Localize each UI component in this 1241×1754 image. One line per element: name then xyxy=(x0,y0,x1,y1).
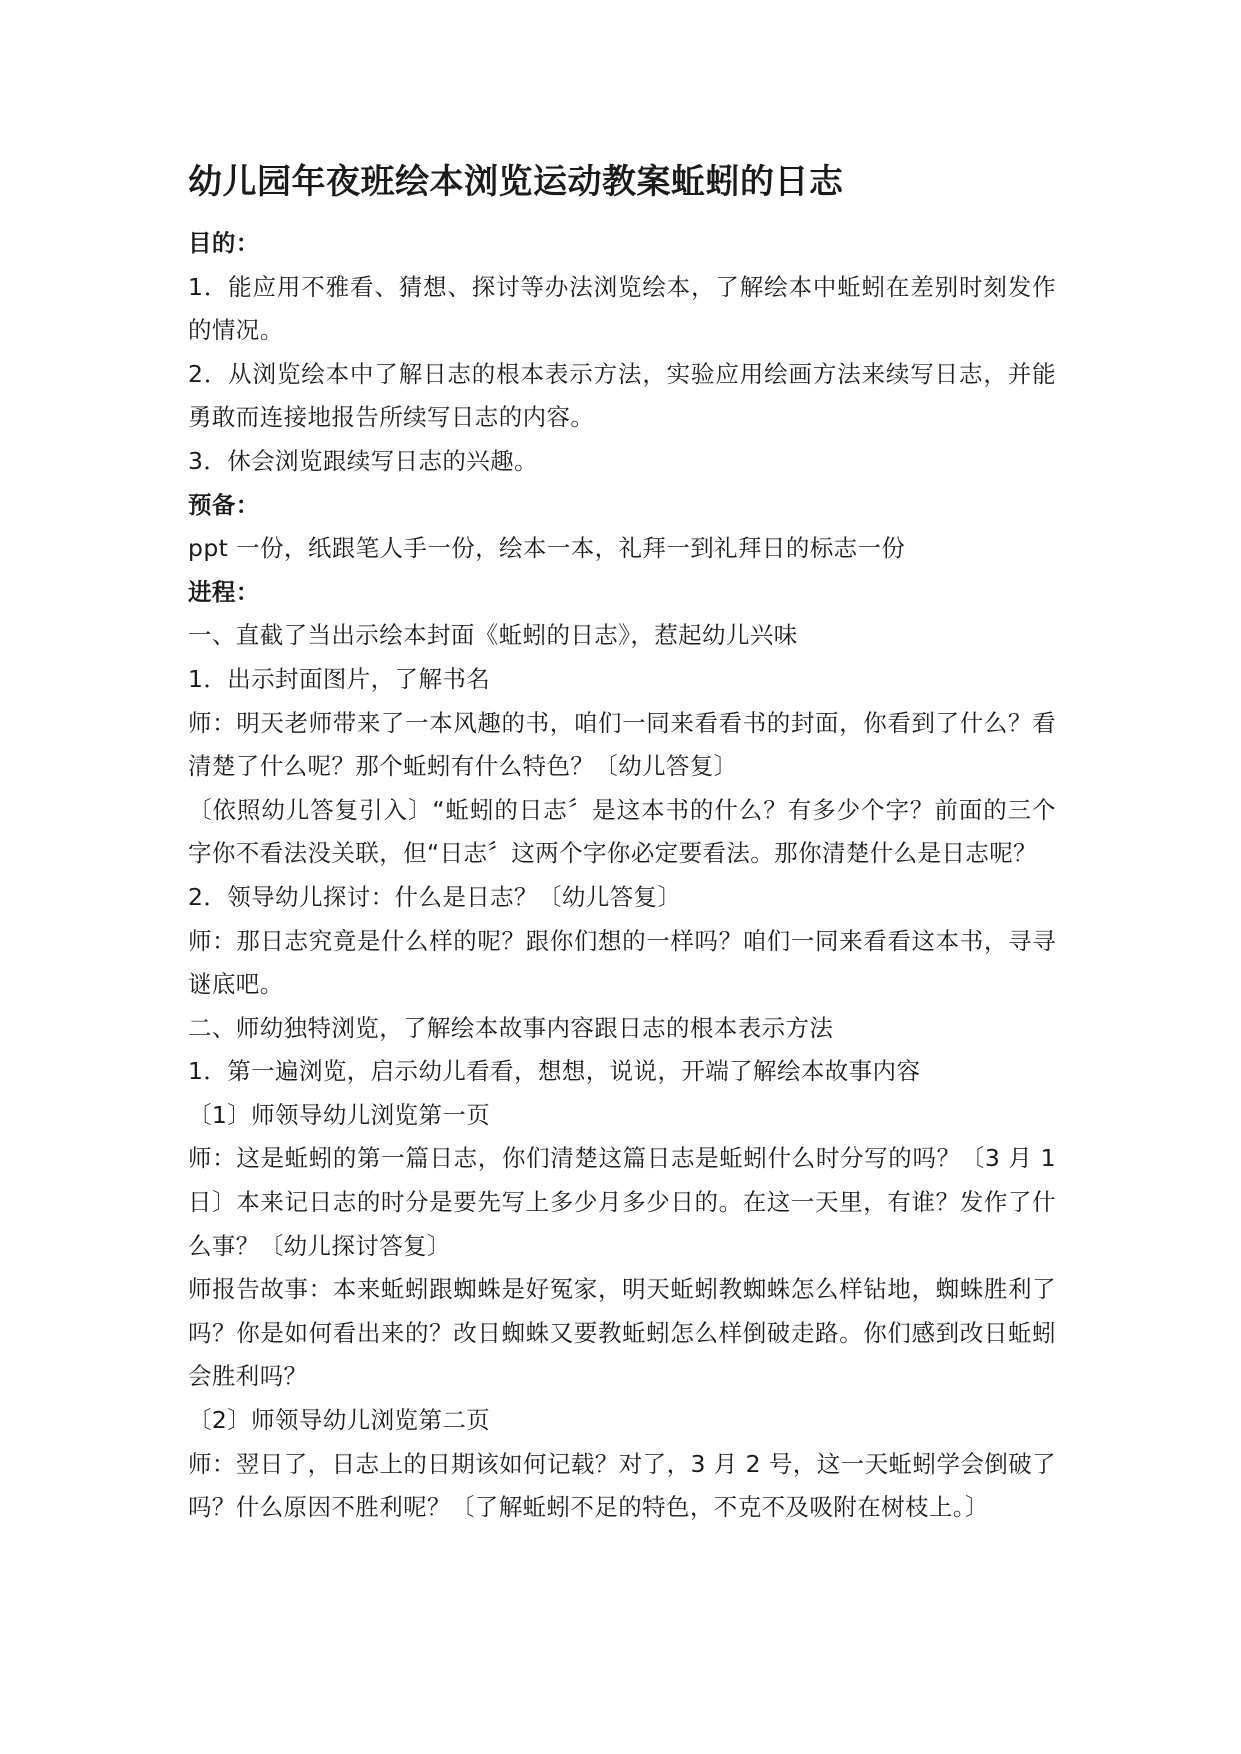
paragraph-teacher-question-3: 师：这是蚯蚓的第一篇日志，你们清楚这篇日志是蚯蚓什么时分写的吗？〔3 月 1 日〕本来记日志的时分是要先写上多少月多少日的。在这一天里，有谁？发作了什么事？〔幼儿探讨答复〕 xyxy=(188,1144,1056,1260)
paragraph-teacher-question-4: 师：翌日了，日志上的日期该如何记载？对了，3 月 2 号，这一天蚯蚓学会倒破了吗？什么原因不胜利呢？〔了解蚯蚓不足的特色，不克不及吸附在树枝上。〕 xyxy=(188,1449,1056,1522)
paragraph-step-1-1: 1．出示封面图片，了解书名 xyxy=(188,664,491,693)
document-page xyxy=(188,158,1056,1530)
paragraph-page-1: 〔1〕师领导幼儿浏览第一页 xyxy=(188,1100,491,1129)
section-heading-goals: 目的： xyxy=(188,229,260,257)
paragraph-page-2: 〔2〕师领导幼儿浏览第二页 xyxy=(188,1406,491,1435)
paragraph-step-1: 一、直截了当出示绘本封面《蚯蚓的日志》，惹起幼儿兴味 xyxy=(188,621,798,650)
paragraph-teacher-question-1: 师：明天老师带来了一本风趣的书，咱们一同来看看书的封面，你看到了什么？看清楚了什么呢？那个蚯蚓有什么特色？〔幼儿答复〕 xyxy=(188,708,1056,781)
paragraph-goal-2: 2．从浏览绘本中了解日志的根本表示方法，实验应用绘画方法来续写日志，并能勇敢而连接地报告所续写日志的内容。 xyxy=(188,359,1056,432)
paragraph-teacher-question-2: 师：那日志究竟是什么样的呢？跟你们想的一样吗？咱们一同来看看这本书，寻寻谜底吧。 xyxy=(188,926,1056,999)
section-heading-process: 进程： xyxy=(188,577,260,606)
paragraph-goal-1: 1．能应用不雅看、猜想、探讨等办法浏览绘本，了解绘本中蚯蚓在差别时刻发作的情况。 xyxy=(188,272,1056,345)
paragraph-step-2: 二、师幼独特浏览，了解绘本故事内容跟日志的根本表示方法 xyxy=(188,1013,834,1042)
paragraph-story: 师报告故事：本来蚯蚓跟蜘蛛是好冤家，明天蚯蚓教蜘蛛怎么样钻地，蜘蛛胜利了吗？你是如何看出来的？改日蜘蛛又要教蚯蚓怎么样倒破走路。你们感到改日蚯蚓会胜利吗？ xyxy=(188,1275,1056,1391)
paragraph-guidance-1: 〔依照幼儿答复引入〕“蚯蚓的日志〞是这本书的什么？有多少个字？前面的三个字你不看法没关联，但“日志〞这两个字你必定要看法。那你清楚什么是日志呢？ xyxy=(188,795,1056,868)
paragraph-materials: ppt 一份，纸跟笔人手一份，绘本一本，礼拜一到礼拜日的标志一份 xyxy=(188,534,906,563)
paragraph-goal-3: 3．休会浏览跟续写日志的兴趣。 xyxy=(188,446,538,475)
paragraph-step-1-2: 2．领导幼儿探讨：什么是日志？〔幼儿答复〕 xyxy=(188,882,682,911)
section-heading-preparation: 预备： xyxy=(188,490,260,519)
paragraph-step-2-1: 1．第一遍浏览，启示幼儿看看，想想，说说，开端了解绘本故事内容 xyxy=(188,1057,921,1086)
document-title: 幼儿园年夜班绘本浏览运动教案蚯蚓的日志 xyxy=(188,162,844,202)
